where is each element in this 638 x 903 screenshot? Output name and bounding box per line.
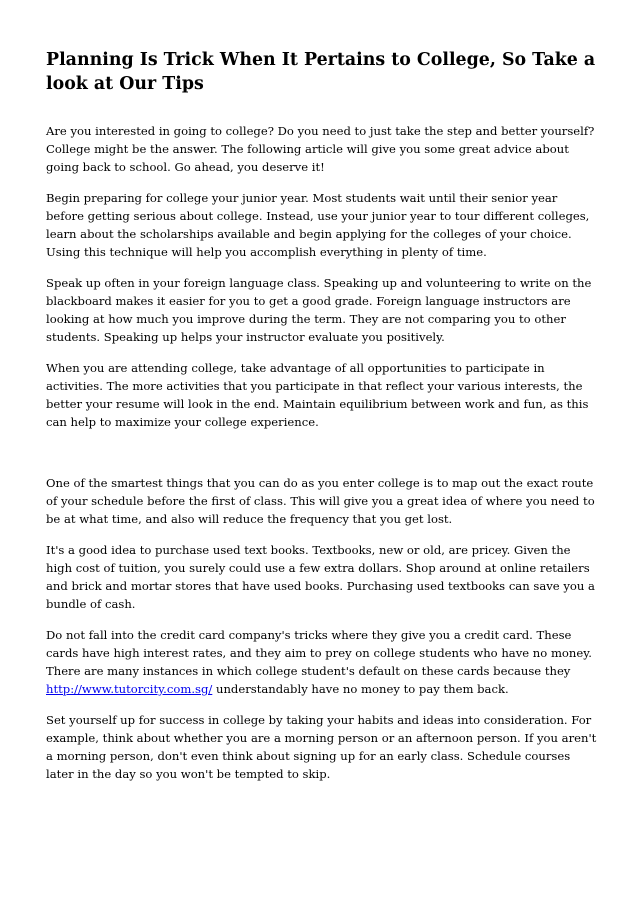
paragraph-credit-cards: [46, 626, 598, 698]
paragraph-intro: Are you interested in going to college? Do you need to just take the step and better yourself? College might be the answer. The following article will give you some great advice about going back to school. Go ahead, you deserve it!: [46, 124, 595, 174]
tutorcity-link[interactable]: http://www.tutorcity.com.sg/: [46, 682, 213, 696]
paragraph-activities: When you are attending college, take advantage of all opportunities to participate in activities. The more activities that you participate in that reflect your various interests, the better your resume will look in the end. Maintain equilibrium between work and fun, as this can help to maximize your college experience.: [46, 361, 589, 429]
paragraph-schedule-route: One of the smartest things that you can do as you enter college is to map out the exact route of your schedule before the first of class. This will give you a great idea of where you need to be at what time, and also will reduce the frequency that you get lost.: [46, 476, 595, 526]
blank-space: [46, 444, 598, 474]
paragraph-used-textbooks: It's a good idea to purchase used text books. Textbooks, new or old, are pricey. Given the high cost of tuition, you surely could use a few extra dollars. Shop around at online retailers and brick and mortar stores that have used books. Purchasing used textbooks can save you a bundle of cash.: [46, 543, 595, 611]
document-title: Planning Is Trick When It Pertains to College, So Take a look at Our Tips: [46, 50, 596, 94]
paragraph-habits: Set yourself up for success in college by taking your habits and ideas into consideration. For example, think about whether you are a morning person or an afternoon person. If you aren't a morning person, don't even think about signing up for an early class. Schedule courses later in the day so you won't be tempted to skip.: [46, 713, 597, 781]
paragraph-junior-year: Begin preparing for college your junior year. Most students wait until their senior year before getting serious about college. Instead, use your junior year to tour different colleges, learn about the scholarships available and begin applying for the colleges of your choice. Using this technique will help you accomplish everything in plenty of time.: [46, 191, 590, 259]
paragraph-foreign-language: Speak up often in your foreign language class. Speaking up and volunteering to write on the blackboard makes it easier for you to get a good grade. Foreign language instructors are looking at how much you improve during the term. They are not comparing you to other students. Speaking up helps your instructor evaluate you positively.: [46, 276, 592, 344]
credit-text-before-link: Do not fall into the credit card company's tricks where they give you a credit card. These cards have high interest rates, and they aim to prey on college students who have no money. There are many instances in which college student's default on these cards because they: [46, 628, 592, 678]
document-page: [46, 48, 598, 796]
credit-text-after-link: understandably have no money to pay them back.: [212, 682, 509, 696]
